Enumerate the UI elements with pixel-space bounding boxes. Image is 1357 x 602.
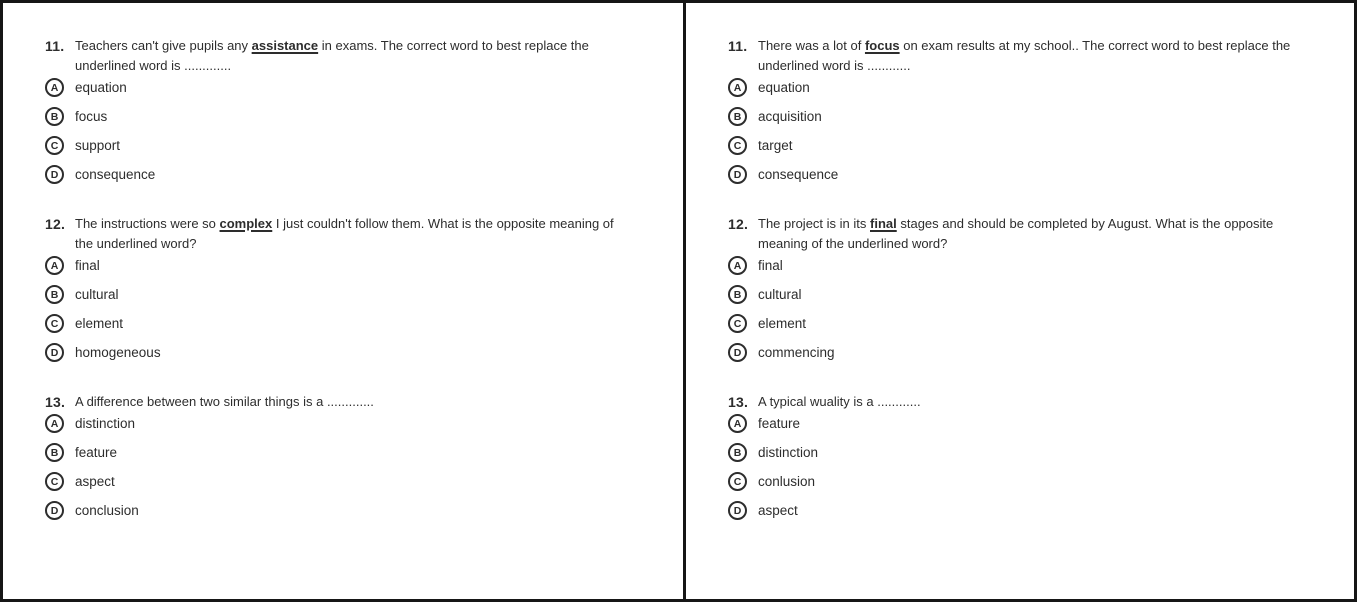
option-row	[45, 107, 679, 126]
question-line-1	[75, 392, 374, 412]
option-row	[728, 136, 1350, 155]
option-bubble-d: D	[728, 343, 747, 362]
question-text-after: on exam results at my school.. The correct word to best replace the	[899, 38, 1291, 53]
option-bubble-b: B	[728, 285, 747, 304]
option-bubble-d: D	[45, 343, 64, 362]
option-row	[45, 414, 679, 433]
question-number: 13.	[45, 394, 66, 410]
question-line-1	[758, 36, 1290, 56]
option-row	[45, 472, 679, 491]
question-line-1	[758, 392, 921, 412]
question-13-left	[45, 392, 679, 520]
option-row	[728, 414, 1350, 433]
option-label: support	[75, 138, 121, 153]
option-label: acquisition	[758, 109, 822, 124]
option-bubble-b: B	[728, 443, 747, 462]
option-bubble-c: C	[728, 472, 747, 491]
question-line-2: underlined word is ............	[758, 58, 911, 73]
option-bubble-a: A	[728, 256, 747, 275]
option-row	[728, 343, 1350, 362]
question-number: 11.	[45, 38, 65, 54]
option-bubble-c: C	[728, 314, 747, 333]
option-bubble-b: B	[45, 107, 64, 126]
page-left	[3, 3, 686, 599]
option-label: conlusion	[758, 474, 816, 489]
question-number: 11.	[728, 38, 748, 54]
option-label: consequence	[758, 167, 839, 182]
option-row	[45, 501, 679, 520]
option-row	[728, 472, 1350, 491]
question-line-2: the underlined word?	[75, 236, 197, 251]
page-right	[686, 3, 1354, 599]
question-line-1	[75, 36, 589, 56]
option-row	[45, 285, 679, 304]
option-bubble-d: D	[45, 501, 64, 520]
option-row	[728, 501, 1350, 520]
question-13-right	[728, 392, 1350, 520]
option-bubble-c: C	[45, 136, 64, 155]
question-text-after: in exams. The correct word to best replace the	[318, 38, 589, 53]
question-text	[758, 36, 1290, 76]
option-bubble-b: B	[45, 285, 64, 304]
question-text	[758, 392, 921, 412]
option-label: conclusion	[75, 503, 139, 518]
option-bubble-d: D	[728, 165, 747, 184]
question-text-before: Teachers can't give pupils any	[75, 38, 252, 53]
question-text	[758, 214, 1273, 254]
option-label: distinction	[75, 416, 136, 431]
option-row	[728, 107, 1350, 126]
option-label: distinction	[758, 445, 819, 460]
option-row	[45, 343, 679, 362]
option-label: element	[758, 316, 807, 331]
keyword-underlined: final	[870, 216, 897, 231]
option-row	[728, 78, 1350, 97]
option-label: equation	[758, 80, 810, 95]
question-line-1	[758, 214, 1273, 234]
question-text-after: I just couldn't follow them. What is the opposite meaning of	[272, 216, 614, 231]
question-text-before: The instructions were so	[75, 216, 220, 231]
question-text-before: A difference between two similar things is a .............	[75, 394, 374, 409]
option-label: homogeneous	[75, 345, 161, 360]
option-row	[45, 136, 679, 155]
option-row	[728, 314, 1350, 333]
question-text-before: There was a lot of	[758, 38, 865, 53]
question-number: 12.	[45, 216, 66, 232]
option-label: feature	[758, 416, 801, 431]
question-text-after: stages and should be completed by August. What is the opposite	[896, 216, 1274, 231]
question-text	[75, 36, 589, 76]
option-row	[728, 443, 1350, 462]
option-label: final	[75, 258, 100, 273]
option-row	[728, 285, 1350, 304]
question-text	[75, 392, 374, 412]
option-row	[45, 256, 679, 275]
option-label: aspect	[75, 474, 115, 489]
option-bubble-c: C	[45, 472, 64, 491]
question-11-left	[45, 36, 679, 184]
option-bubble-d: D	[728, 501, 747, 520]
option-label: commencing	[758, 345, 835, 360]
option-bubble-a: A	[45, 256, 64, 275]
keyword-underlined: focus	[864, 38, 900, 53]
option-row	[45, 443, 679, 462]
option-bubble-a: A	[45, 78, 64, 97]
option-label: aspect	[758, 503, 798, 518]
option-label: focus	[75, 109, 108, 124]
option-label: cultural	[758, 287, 802, 302]
option-bubble-a: A	[728, 414, 747, 433]
question-line-2: underlined word is .............	[75, 58, 232, 73]
question-header	[45, 214, 679, 254]
question-text-before: The project is in its	[758, 216, 870, 231]
question-header	[728, 36, 1350, 76]
option-row	[45, 314, 679, 333]
question-12-left	[45, 214, 679, 362]
option-row	[728, 256, 1350, 275]
option-bubble-b: B	[728, 107, 747, 126]
option-label: cultural	[75, 287, 119, 302]
option-row	[45, 78, 679, 97]
question-text	[75, 214, 614, 254]
option-bubble-a: A	[728, 78, 747, 97]
question-12-right	[728, 214, 1350, 362]
option-row	[728, 165, 1350, 184]
option-bubble-a: A	[45, 414, 64, 433]
question-header	[45, 392, 679, 412]
option-label: element	[75, 316, 124, 331]
option-row	[45, 165, 679, 184]
question-number: 13.	[728, 394, 749, 410]
question-header	[45, 36, 679, 76]
question-text-before: A typical wuality is a ............	[758, 394, 921, 409]
question-number: 12.	[728, 216, 749, 232]
option-label: consequence	[75, 167, 156, 182]
option-bubble-d: D	[45, 165, 64, 184]
option-bubble-c: C	[45, 314, 64, 333]
question-line-1	[75, 214, 614, 234]
question-header	[728, 392, 1350, 412]
keyword-underlined: complex	[219, 216, 273, 231]
option-bubble-b: B	[45, 443, 64, 462]
option-label: target	[758, 138, 793, 153]
option-label: feature	[75, 445, 118, 460]
option-label: equation	[75, 80, 127, 95]
option-bubble-c: C	[728, 136, 747, 155]
question-11-right	[728, 36, 1350, 184]
question-header	[728, 214, 1350, 254]
question-line-2: meaning of the underlined word?	[758, 236, 948, 251]
option-label: final	[758, 258, 783, 273]
keyword-underlined: assistance	[251, 38, 319, 53]
